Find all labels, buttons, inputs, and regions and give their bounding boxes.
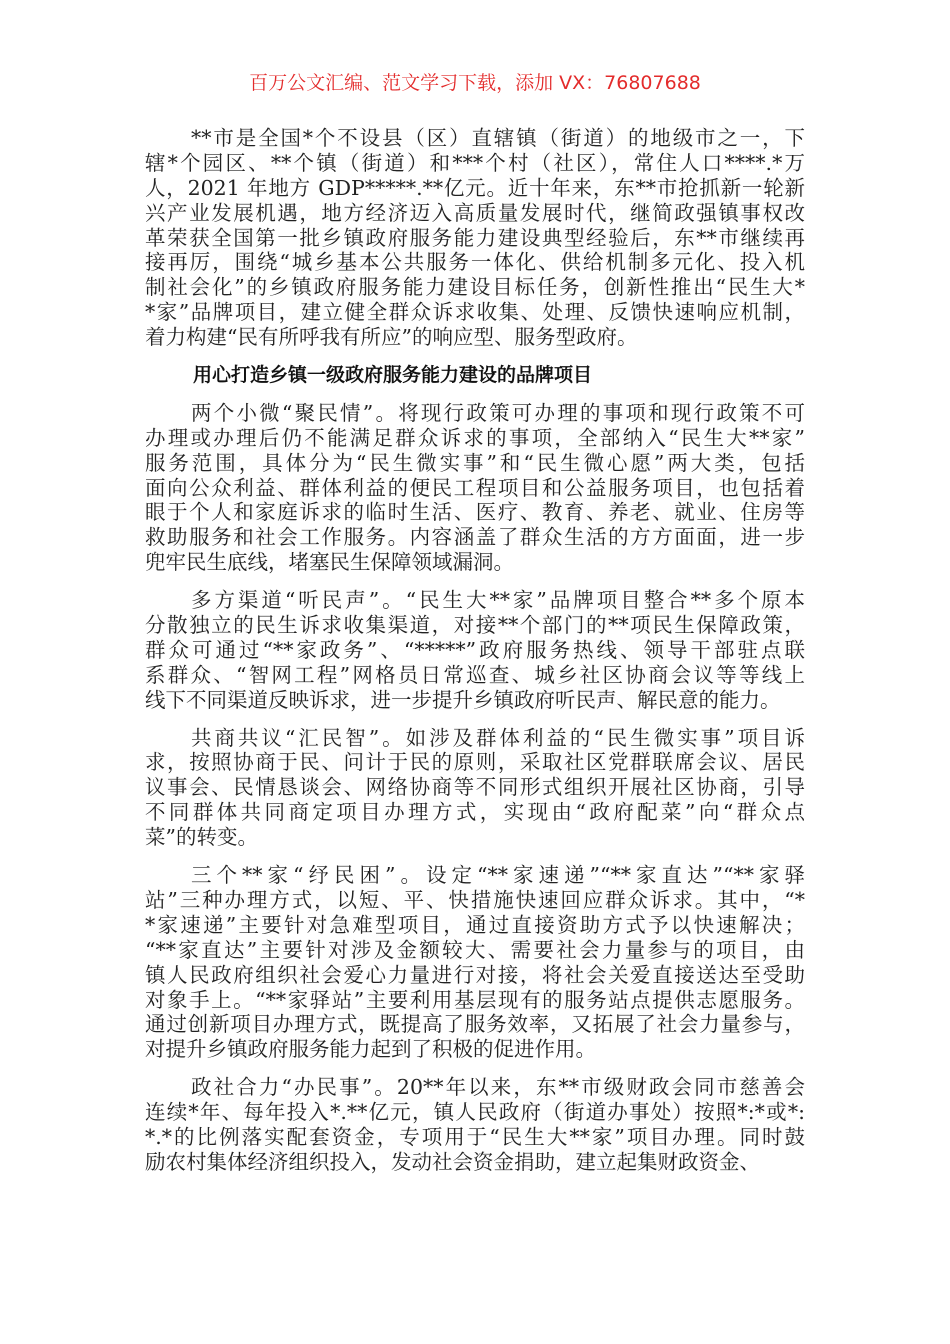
text-line: 菜”的转变。 [145, 825, 258, 850]
section-heading: 用心打造乡镇一级政府服务能力建设的品牌项目 [193, 364, 593, 387]
text-line: 制社会化”的乡镇政府服务能力建设目标任务，创新性推出“民生大* [145, 275, 805, 300]
paragraph [145, 726, 805, 850]
text-line: 兴产业发展机遇，地方经济迈入高质量发展时代，继简政强镇事权改 [145, 200, 805, 225]
text-line: 三个**家“纾民困”。设定“**家速递”“**家直达”“**家驿 [191, 863, 805, 888]
text-line: 系群众、“智网工程”网格员日常巡查、城乡社区协商会议等等线上 [145, 662, 805, 687]
watermark-banner: 百万公文汇编、范文学习下载，添加 VX：76807688 [249, 72, 701, 94]
text-line: 接再厉，围绕“城乡基本公共服务一体化、供给机制多元化、投入机 [145, 250, 805, 275]
text-line: 办理或办理后仍不能满足群众诉求的事项，全部纳入“民生大**家” [145, 425, 805, 450]
paragraph [145, 863, 805, 1062]
text-line: “**家直达”主要针对涉及金额较大、需要社会力量参与的项目，由 [145, 937, 805, 962]
paragraph [145, 401, 805, 575]
text-line: 对象手上。“**家驿站”主要利用基层现有的服务站点提供志愿服务。 [145, 987, 805, 1012]
text-line: 人，2021 年地方 GDP*****.**亿元。近十年来，东**市抢抓新一轮新 [145, 175, 805, 200]
text-line: 两个小微“聚民情”。将现行政策可办理的事项和现行政策不可 [191, 400, 805, 425]
text-line: 分散独立的民生诉求收集渠道，对接**个部门的**项民生保障政策， [145, 613, 805, 638]
text-line: 镇人民政府组织社会爱心力量进行对接，将社会关爱直接送达至受助 [145, 962, 805, 987]
text-line: *家速递”主要针对急难型项目，通过直接资助方式予以快速解决； [145, 912, 805, 937]
text-line: 辖*个园区、**个镇（街道）和***个村（社区），常住人口****.*万 [145, 150, 805, 175]
text-line: 求，按照协商于民、问计于民的原则，采取社区党群联席会议、居民 [145, 750, 805, 775]
text-line: 兜牢民生底线，堵塞民生保障领域漏洞。 [145, 550, 514, 575]
text-line: 服务范围，具体分为“民生微实事”和“民生微心愿”两大类，包括 [145, 450, 805, 475]
text-line: 线下不同渠道反映诉求，进一步提升乡镇政府听民声、解民意的能力。 [145, 687, 781, 712]
text-line: 革荣获全国第一批乡镇政府服务能力建设典型经验后，东**市继续再 [145, 225, 805, 250]
text-line: 面向公众利益、群体利益的便民工程项目和公益服务项目，也包括着 [145, 475, 805, 500]
text-line: 眼于个人和家庭诉求的临时生活、医疗、教育、养老、就业、住房等 [145, 500, 805, 525]
text-line: 不同群体共同商定项目办理方式，实现由“政府配菜”向“群众点 [145, 800, 805, 825]
paragraph [145, 588, 805, 712]
text-line: 连续*年、每年投入*.**亿元，镇人民政府（街道办事处）按照*:*或*: [145, 1100, 805, 1125]
text-line: *家”品牌项目，建立健全群众诉求收集、处理、反馈快速响应机制， [145, 300, 805, 325]
text-line: 对提升乡镇政府服务能力起到了积极的促进作用。 [145, 1037, 596, 1062]
document-body [145, 126, 805, 1188]
text-line: *.*的比例落实配套资金，专项用于“民生大**家”项目办理。同时鼓 [145, 1124, 805, 1149]
paragraph [145, 126, 805, 350]
text-line: 多方渠道“听民声”。“民生大**家”品牌项目整合**多个原本 [191, 588, 805, 613]
text-line: 励农村集体经济组织投入，发动社会资金捐助，建立起集财政资金、 [145, 1149, 760, 1174]
text-line: 共商共议“汇民智”。如涉及群体利益的“民生微实事”项目诉 [191, 725, 805, 750]
text-line: 群众可通过“**家政务”、“*****”政府服务热线、领导干部驻点联 [145, 637, 805, 662]
paragraph [145, 1075, 805, 1175]
text-line: 救助服务和社会工作服务。内容涵盖了群众生活的方方面面，进一步 [145, 525, 805, 550]
text-line: 政社合力“办民事”。20**年以来，东**市级财政会同市慈善会 [191, 1075, 805, 1100]
text-line: 站”三种办理方式，以短、平、快措施快速回应群众诉求。其中，“* [145, 887, 805, 912]
text-line: 通过创新项目办理方式，既提高了服务效率，又拓展了社会力量参与， [145, 1012, 805, 1037]
text-line: **市是全国*个不设县（区）直辖镇（街道）的地级市之一，下 [191, 126, 805, 150]
text-line: 着力构建“民有所呼我有所应”的响应型、服务型政府。 [145, 325, 638, 350]
text-line: 议事会、民情恳谈会、网络协商等不同形式组织开展社区协商，引导 [145, 775, 805, 800]
